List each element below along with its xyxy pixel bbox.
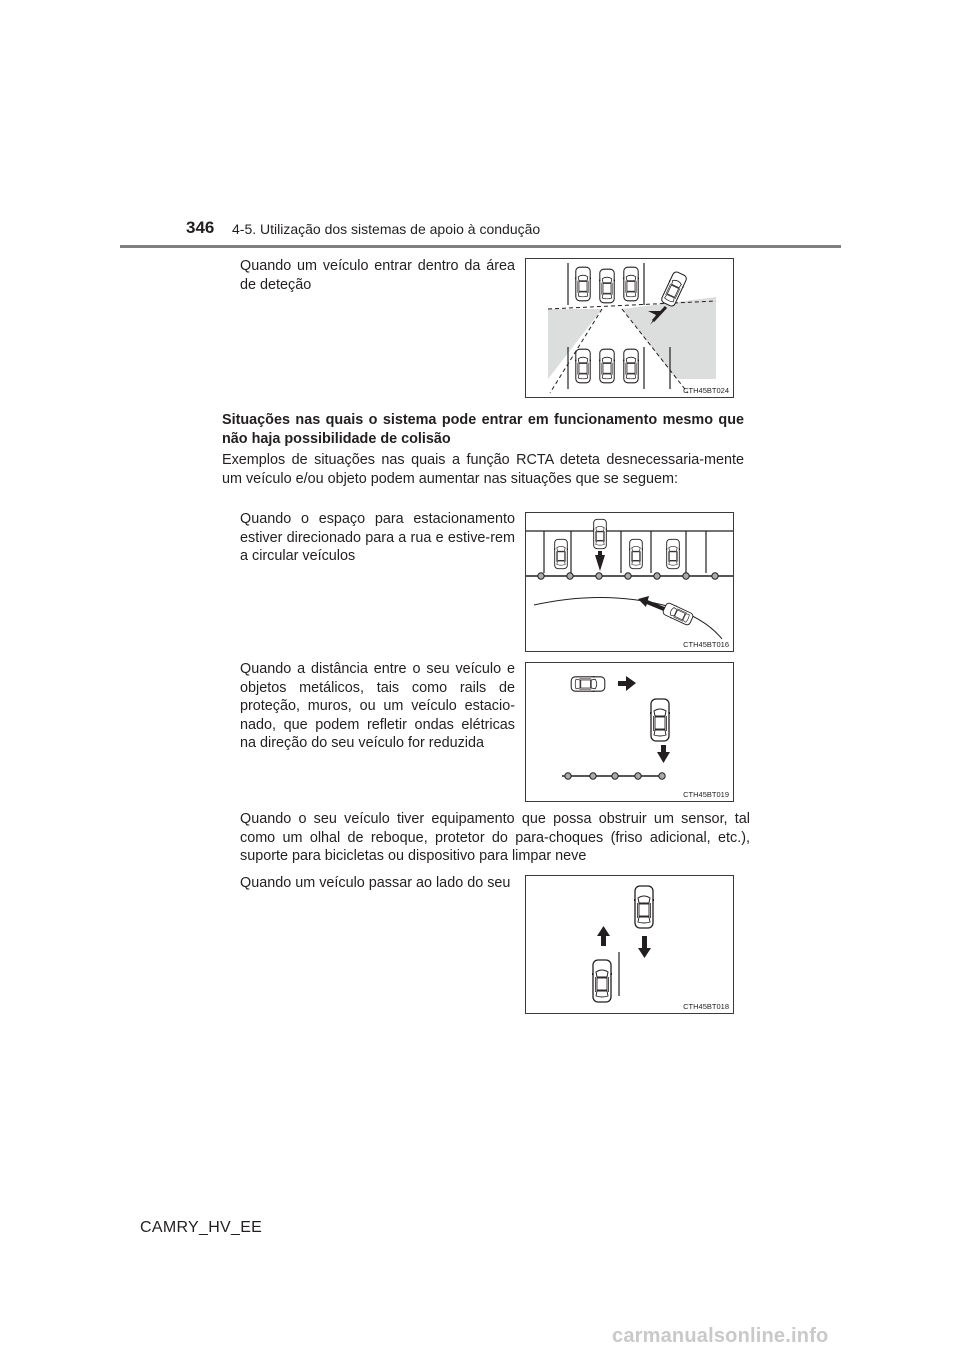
figure-code: CTH45BT024: [683, 386, 729, 395]
intro-paragraph: Exemplos de situações nas quais a função RCTA deteta desnecessaria-mente um veículo e/ou objeto podem aumentar nas situações que se seguem:: [222, 452, 744, 487]
footer-model: CAMRY_HV_EE: [140, 1219, 263, 1236]
figure-detection-area: [525, 258, 734, 398]
case-metal-objects-text: Quando a distância entre o seu veículo e objetos metálicos, tais como rails de proteção, muros, ou um veículo estacio-nado, que podem refletir ondas elétricas na direção do seu veículo for reduzida: [240, 661, 515, 751]
figure-code: CTH45BT018: [683, 1002, 729, 1011]
item-detection-area-text: Quando um veículo entrar dentro da área de deteção: [240, 258, 515, 293]
case-parking-street-text: Quando o espaço para estacionamento estiver direcionado para a rua e estive-rem a circular veículos: [240, 511, 515, 564]
section-title: 4-5. Utilização dos sistemas de apoio à condução: [232, 221, 541, 237]
case-passing-vehicle-text: Quando um veículo passar ao lado do seu: [240, 875, 511, 891]
figure-parking-street: [525, 512, 734, 652]
figure-code: CTH45BT016: [683, 640, 729, 649]
figure-passing-vehicle: [525, 875, 734, 1014]
figure-code: CTH45BT019: [683, 790, 729, 799]
page-number: 346: [186, 218, 215, 237]
case-sensor-obstruction-text: Quando o seu veículo tiver equipamento que possa obstruir um sensor, tal como um olhal de reboque, protetor do para-choques (friso adicional, etc.), suporte para bicicletas ou dispositivo para limpar neve: [240, 811, 750, 864]
section-heading: Situações nas quais o sistema pode entrar em funcionamento mesmo que não haja possibilidade de colisão: [222, 412, 744, 447]
watermark: carmanualsonline.info: [612, 1325, 829, 1347]
header-divider: [120, 245, 841, 248]
figure-metal-objects: [525, 662, 734, 802]
